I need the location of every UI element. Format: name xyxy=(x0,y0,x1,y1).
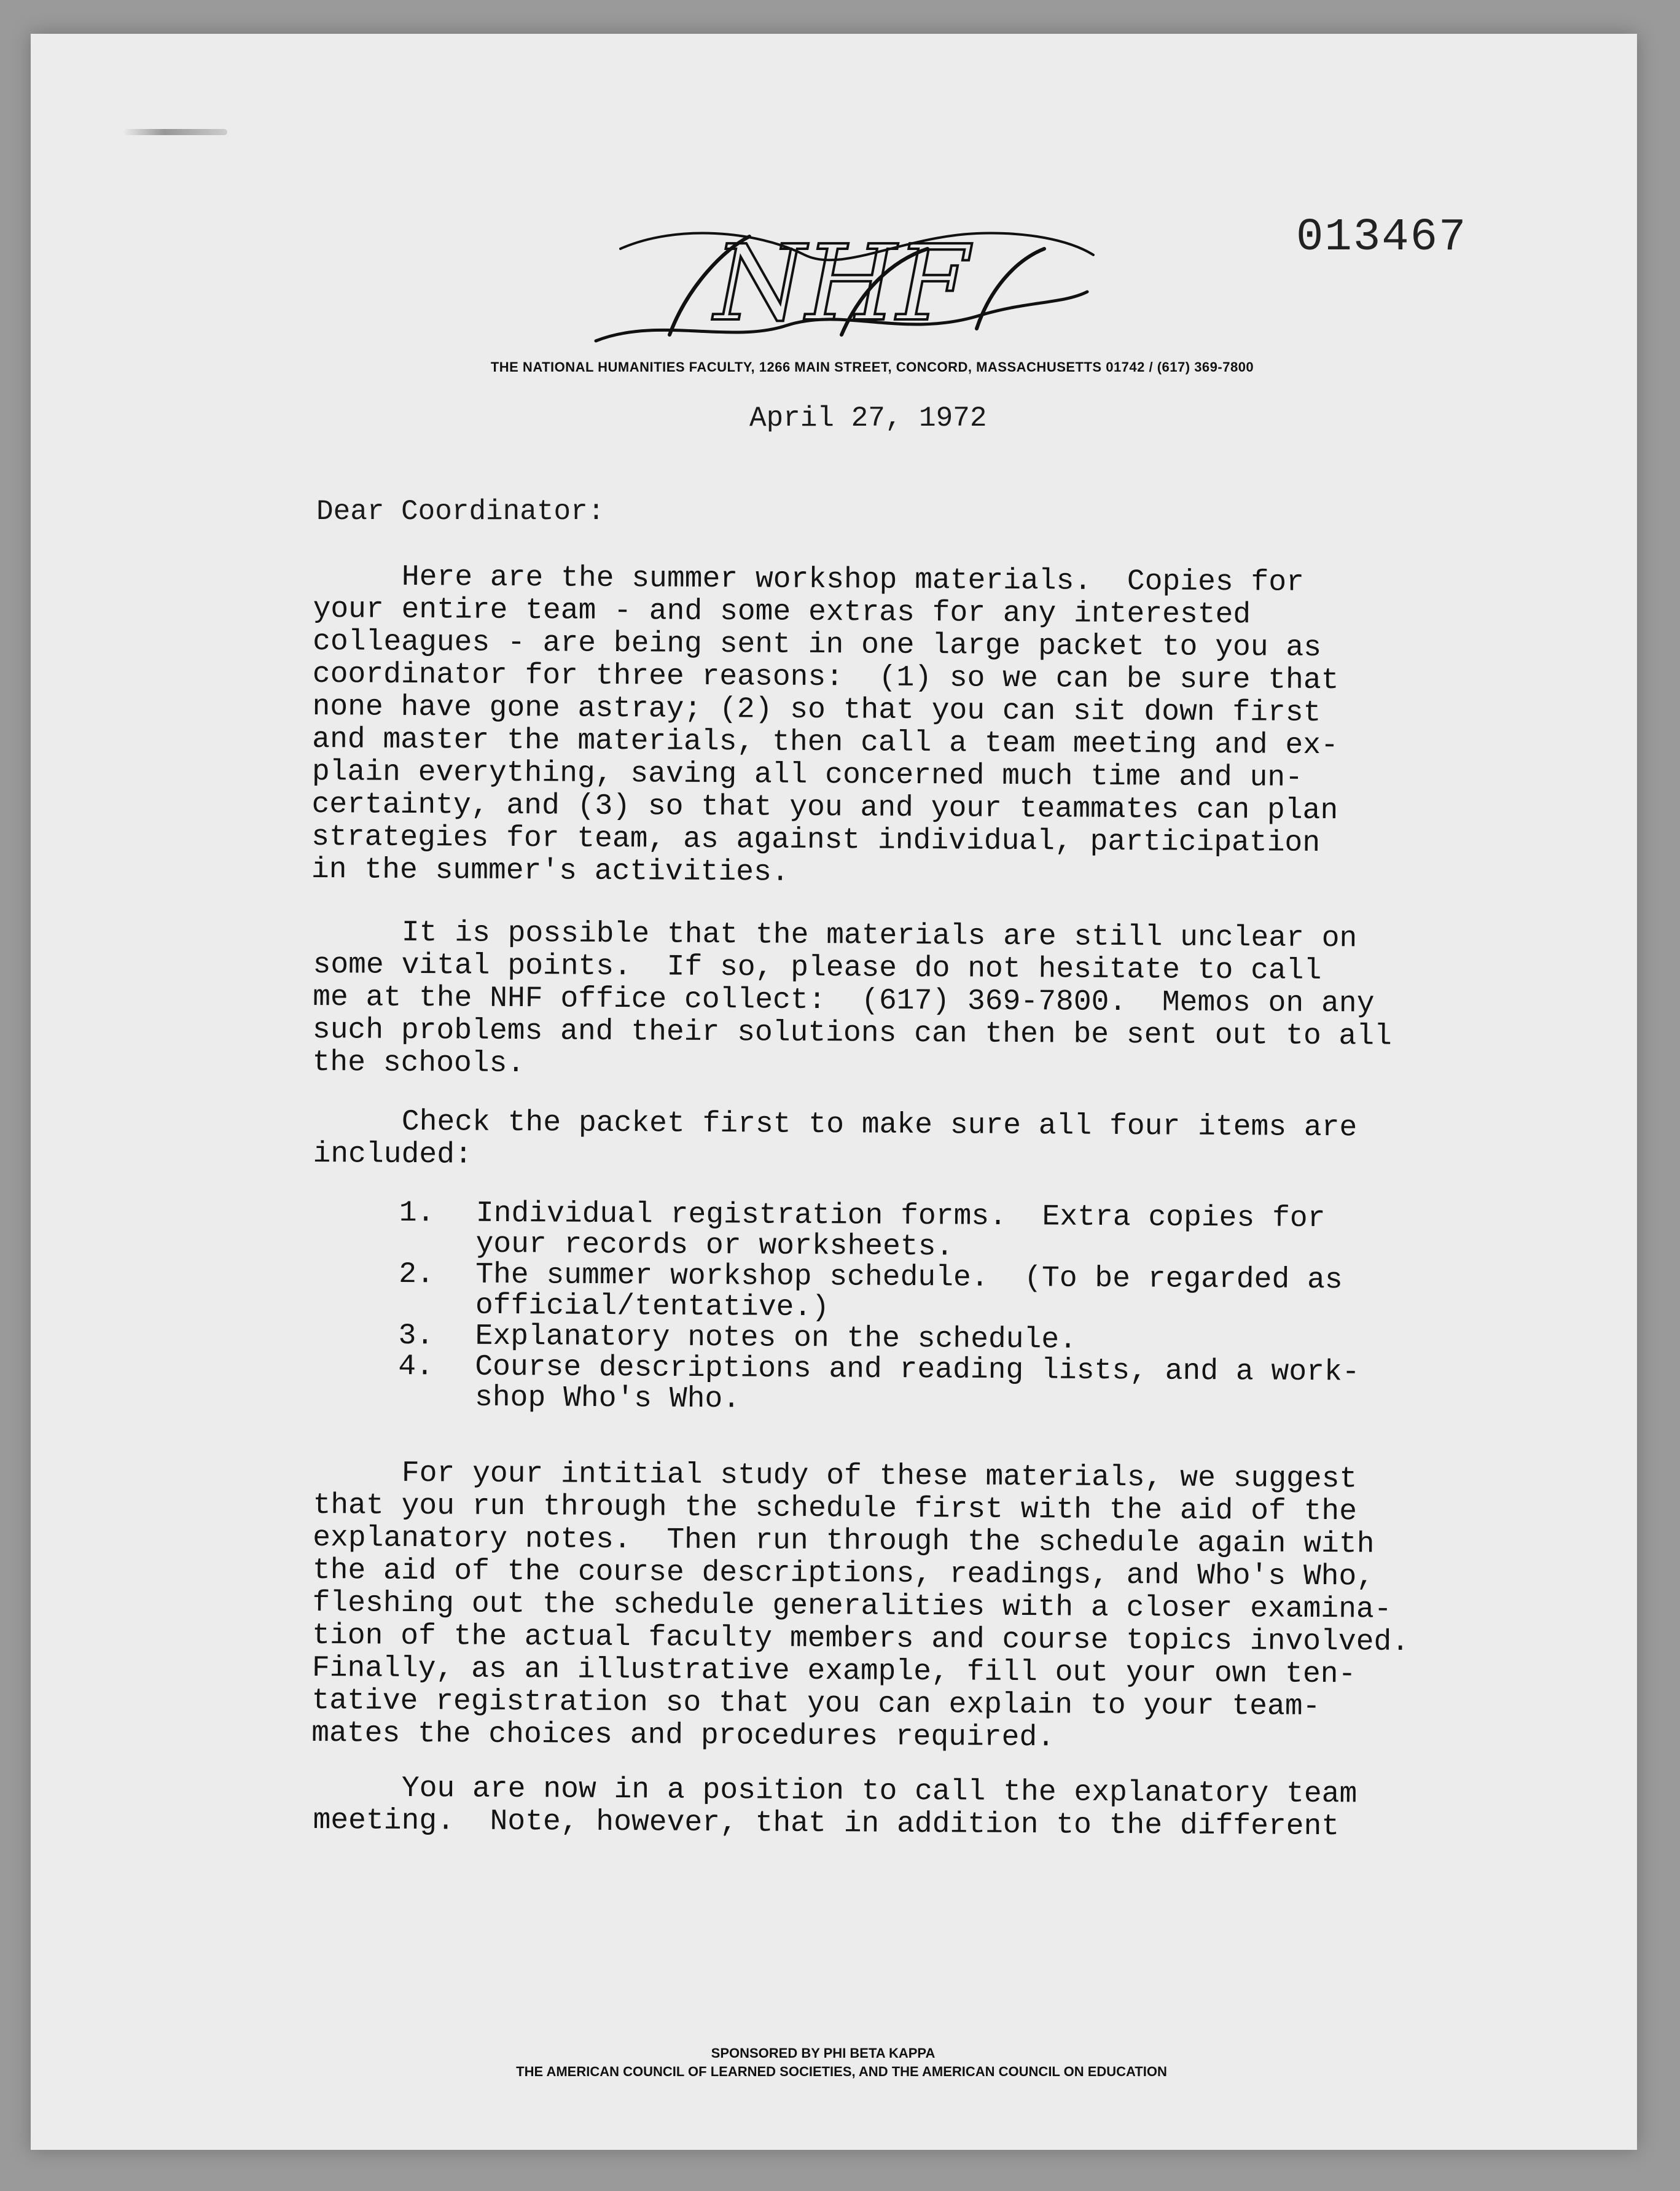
nhf-logo xyxy=(584,212,1100,359)
salutation: Dear Coordinator: xyxy=(316,496,605,528)
footer-councils: THE AMERICAN COUNCIL OF LEARNED SOCIETIES, AND THE AMERICAN COUNCIL ON EDUCATION xyxy=(516,2064,1167,2079)
list-item xyxy=(399,1198,1361,1265)
body-paragraph: Check the packet first to make sure all four items are included: xyxy=(313,1105,1358,1172)
list-item-text: Explanatory notes on the schedule. xyxy=(475,1319,1077,1357)
list-item xyxy=(398,1351,1360,1419)
body-paragraph: For your intitial study of these materials, we suggest that you run through the schedule first with the aid of the explanatory notes. Then run through the schedule again with the aid of the course descriptions, readings, and Who's Who, fleshing out the schedule generalities with a closer examina- tion of the actual faculty members and course topics involved. Finally, as an illustrative example, fill out your own ten- tative registration so that you can explain to your team- mates the choices and procedures required. xyxy=(311,1456,1410,1755)
letterhead-address: THE NATIONAL HUMANITIES FACULTY, 1266 MAIN STREET, CONCORD, MASSACHUSETTS 01742 / (617) 369-7800 xyxy=(490,359,1254,375)
list-item-number: 4. xyxy=(398,1349,434,1384)
list-item-text: The summer workshop schedule. (To be regarded as official/tentative.) xyxy=(475,1258,1343,1325)
body-paragraph: It is possible that the materials are still unclear on some vital points. If so, please do not hesitate to call me at the NHF office collect: (617) 369-7800. Memos on any such problems and their solutions can then be sent out to all the schools. xyxy=(312,916,1393,1081)
list-item-number: 2. xyxy=(399,1257,435,1292)
pencil-mark xyxy=(123,129,227,135)
letter-page xyxy=(31,34,1637,2150)
list-item-number: 1. xyxy=(399,1197,435,1230)
packet-items-list xyxy=(398,1198,1361,1419)
logo-letters: NHF xyxy=(714,223,969,345)
footer-sponsor: SPONSORED BY PHI BETA KAPPA xyxy=(711,2045,936,2061)
document-number: 013467 xyxy=(1296,212,1467,264)
list-item-text: Course descriptions and reading lists, and a work- shop Who's Who. xyxy=(474,1350,1360,1416)
list-item xyxy=(399,1259,1361,1327)
body-paragraph: Here are the summer workshop materials. Copies for your entire team - and some extras for any interested colleagues - are being sent in one large packet to you as coordinator for three reasons: (1) so we can be sure that none have gone astray; (2) so that you can sit down first and master the materials, then call a team meeting and ex- plain everything, saving all concerned much time and un- certainty, and (3) so that you and your teammates can plan strategies for team, as against individual, participation in the summer's activities. xyxy=(311,560,1339,889)
list-item-number: 3. xyxy=(398,1319,434,1353)
letter-date: April 27, 1972 xyxy=(749,402,987,434)
body-paragraph: You are now in a position to call the explanatory team meeting. Note, however, that in addition to the different xyxy=(313,1771,1358,1844)
list-item-text: Individual registration forms. Extra copies for your records or worksheets. xyxy=(475,1197,1326,1264)
